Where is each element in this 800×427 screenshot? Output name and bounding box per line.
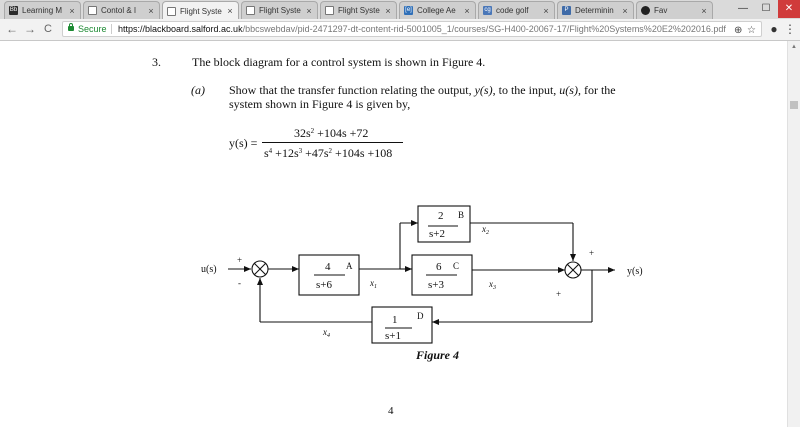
tab-learning[interactable]	[4, 1, 81, 19]
input-symbol: u(s)	[559, 83, 578, 97]
menu-icon[interactable]: ⋮	[784, 22, 796, 36]
url-path: /bbcswebdav/pid-2471297-dt-content-rid-5001005_1/courses/SG-H400-20067-17/Flight%20Systems%20E2%202016.pdf	[242, 24, 726, 34]
part-text-3: , for the system shown in Figure 4 is given by,	[229, 83, 616, 111]
page-number: 4	[388, 405, 394, 417]
block-c-numerator: 6	[436, 261, 442, 273]
browser-toolbar	[0, 19, 800, 41]
signal-symbol: x	[323, 327, 327, 337]
tab-determining[interactable]	[557, 1, 634, 19]
den-exp: 2	[328, 147, 333, 155]
den-term: +47s	[302, 146, 329, 160]
input-label: u(s)	[201, 264, 217, 275]
equation-lhs: y(s) =	[229, 136, 258, 150]
sign-plus: +	[589, 248, 595, 258]
block-a-id: A	[346, 261, 353, 271]
tab-flight-systems-3[interactable]	[320, 1, 397, 19]
tab-label: Flight Syste	[338, 6, 380, 15]
block-d-denominator: s+1	[385, 330, 401, 342]
num-exp: 2	[310, 127, 315, 135]
den-term: s	[264, 146, 269, 160]
close-window-button[interactable]: ✕	[778, 0, 800, 18]
url-host: https://blackboard.salford.ac.uk	[118, 24, 243, 34]
output-label: y(s)	[627, 266, 643, 277]
tab-close-icon[interactable]: ×	[543, 5, 549, 16]
den-term: +104s +108	[332, 146, 393, 160]
scrollbar-thumb[interactable]	[790, 101, 798, 109]
block-b-id: B	[458, 210, 465, 220]
tab-close-icon[interactable]: ×	[385, 5, 391, 16]
security-label: Secure	[78, 24, 107, 34]
tab-label: Contol & I	[101, 6, 137, 15]
output-symbol: y(s)	[474, 83, 493, 97]
tab-college[interactable]	[399, 1, 476, 19]
block-c-denominator: s+3	[428, 279, 444, 291]
tab-close-icon[interactable]: ×	[622, 5, 628, 16]
signal-subscript: 3	[493, 285, 496, 291]
tab-strip	[0, 0, 800, 19]
college-icon: [e]	[405, 7, 412, 13]
tab-contol[interactable]	[83, 1, 160, 19]
reload-button[interactable]: C	[44, 23, 52, 35]
signal-x3	[488, 279, 496, 291]
den-exp: 3	[298, 147, 303, 155]
tab-label: Flight Syste	[180, 6, 222, 16]
url-text[interactable]	[118, 22, 726, 36]
document-icon	[167, 7, 176, 16]
figure-caption: Figure 4	[416, 348, 460, 362]
blackboard-icon: Bb	[9, 7, 18, 13]
block-c-id: C	[453, 261, 460, 271]
part-text-1: Show that the transfer function relating the output,	[229, 83, 475, 97]
tab-label: code golf	[496, 6, 529, 15]
signal-x2	[481, 224, 489, 236]
divider	[111, 24, 112, 34]
zoom-icon[interactable]: ⊕	[734, 25, 743, 36]
block-b-numerator: 2	[438, 210, 444, 222]
block-d-id: D	[417, 311, 424, 321]
tab-label: Flight Syste	[259, 6, 301, 15]
tab-label: Learning M	[22, 6, 63, 15]
scroll-up-icon[interactable]: ▲	[791, 44, 797, 50]
num-term: 32s	[294, 126, 311, 140]
tab-close-icon[interactable]: ×	[306, 5, 312, 16]
part-text-2: , to the input,	[492, 83, 560, 97]
minimize-button[interactable]: —	[738, 3, 748, 14]
signal-subscript: 2	[486, 230, 489, 236]
den-term: +12s	[272, 146, 299, 160]
den-exp: 4	[268, 147, 273, 155]
code-golf-icon: cg	[484, 7, 491, 13]
lock-icon	[68, 26, 74, 31]
part-label: (a)	[191, 83, 205, 97]
tab-fav[interactable]	[636, 1, 713, 19]
block-a-numerator: 4	[325, 261, 331, 273]
block-b-denominator: s+2	[429, 228, 445, 240]
signal-x1	[369, 278, 377, 290]
address-bar[interactable]	[62, 21, 762, 37]
tab-close-icon[interactable]: ×	[464, 5, 470, 16]
tab-label: Fav	[654, 6, 668, 15]
back-button[interactable]: ←	[6, 22, 18, 36]
signal-symbol: x	[370, 278, 374, 288]
pdf-viewer	[0, 41, 787, 427]
tab-code-golf[interactable]	[478, 1, 555, 19]
num-rest: +104s +72	[314, 126, 369, 140]
signal-subscript: 4	[327, 333, 330, 339]
tab-flight-systems-active[interactable]	[162, 1, 239, 20]
signal-symbol: x	[489, 279, 493, 289]
tab-close-icon[interactable]: ×	[69, 5, 75, 16]
tab-close-icon[interactable]: ×	[148, 5, 154, 16]
sign-plus: +	[556, 289, 562, 299]
document-icon	[88, 6, 97, 15]
fav-icon	[641, 6, 650, 15]
signal-subscript: 1	[374, 284, 377, 290]
question-number: 3.	[152, 55, 161, 69]
tab-label: Determinin	[575, 6, 614, 15]
tab-close-icon[interactable]: ×	[227, 6, 233, 16]
scrollbar[interactable]	[787, 41, 800, 427]
bookmark-star-icon[interactable]: ☆	[747, 25, 756, 36]
signal-symbol: x	[482, 224, 486, 234]
block-d-numerator: 1	[392, 314, 398, 326]
tab-flight-systems-2[interactable]	[241, 1, 318, 19]
sign-plus: +	[237, 255, 243, 265]
tab-label: College Ae	[417, 6, 456, 15]
signal-x4	[322, 327, 330, 339]
maximize-button[interactable]: ☐	[761, 3, 771, 14]
tab-close-icon[interactable]: ×	[701, 5, 707, 16]
extension-icon[interactable]: ●	[770, 22, 778, 36]
block-a-denominator: s+6	[316, 279, 332, 291]
sign-minus: -	[238, 278, 241, 288]
question-text: The block diagram for a control system is shown in Figure 4.	[192, 55, 486, 69]
forward-button[interactable]: →	[24, 22, 36, 36]
document-icon	[246, 6, 255, 15]
document-icon	[325, 6, 334, 15]
pdf-icon: P	[562, 6, 571, 15]
block-diagram	[0, 41, 787, 371]
